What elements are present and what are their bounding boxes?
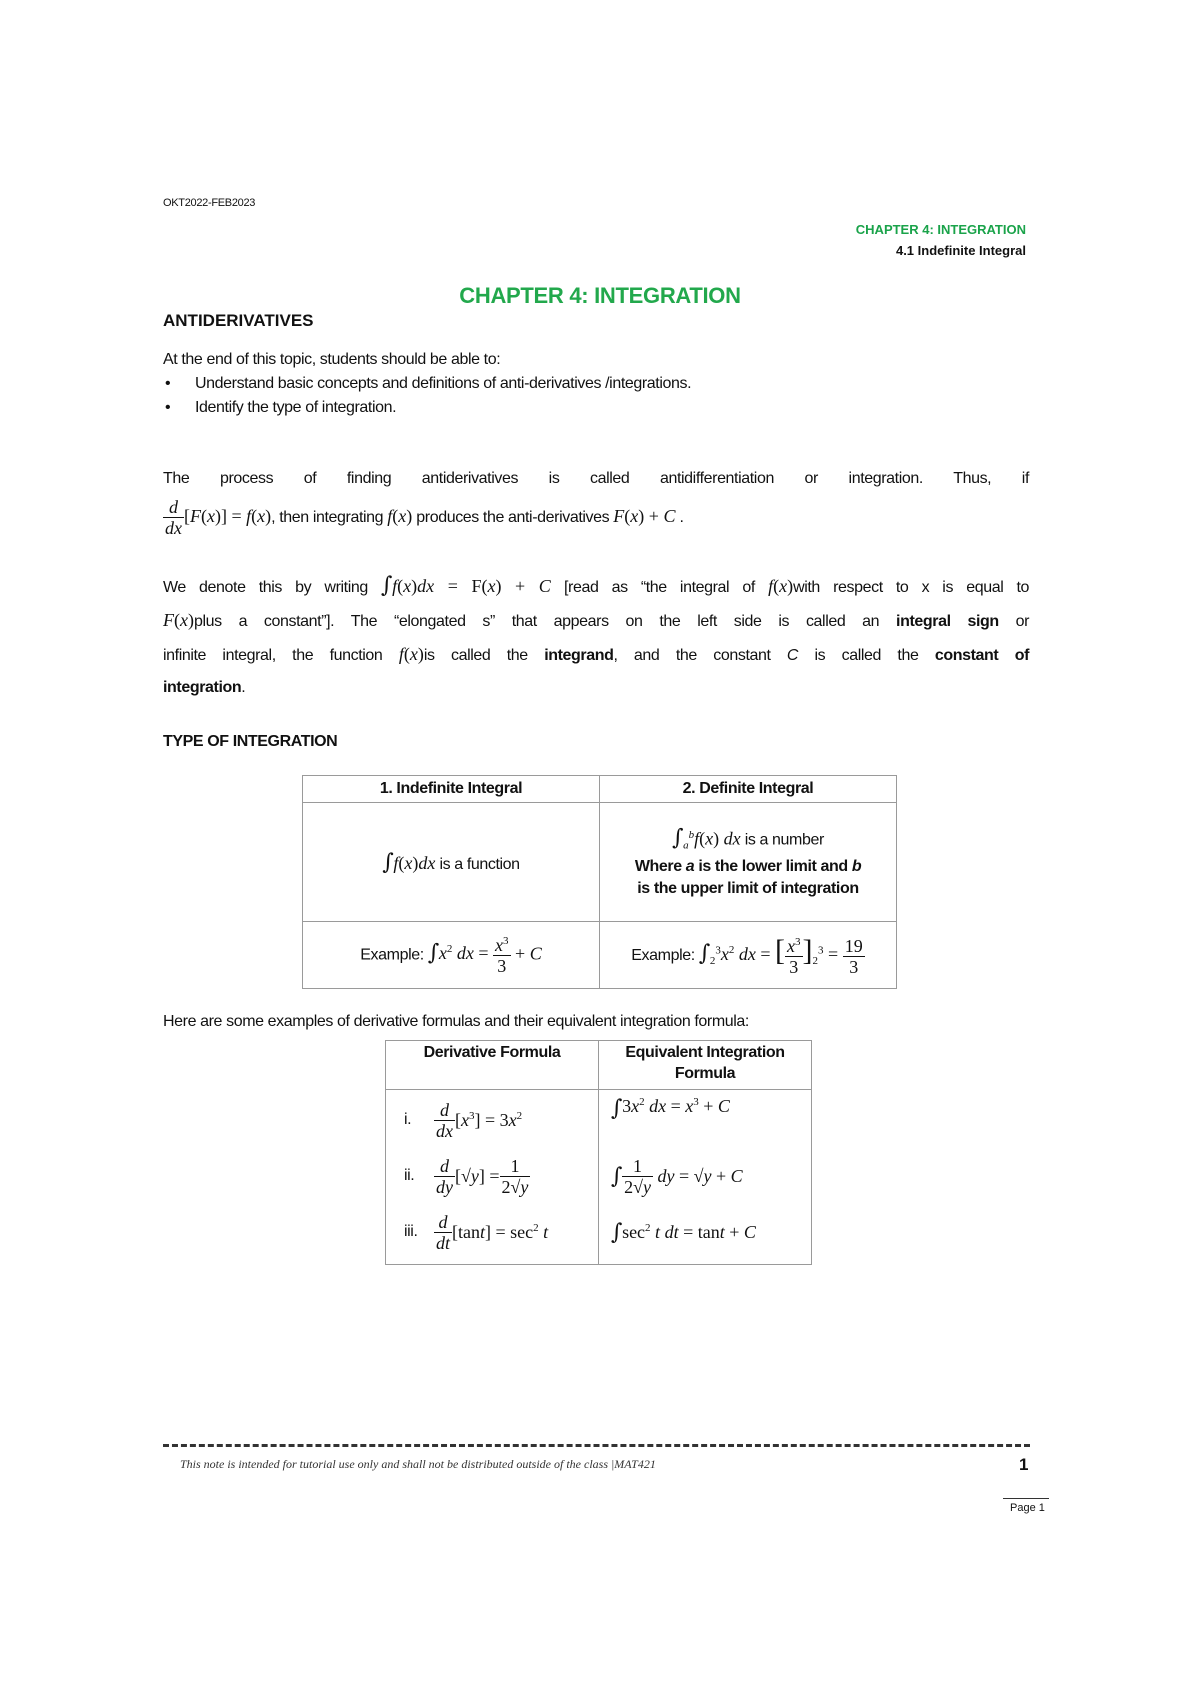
- examples-intro: Here are some examples of derivative formulas and their equivalent integration formula:: [163, 1013, 749, 1030]
- definite-example: Example: $\int_2^3x^2$ dx = [ $\frac{x^3}{3}$ ]$_2^3$ = $\frac{19}{3}$: [600, 922, 897, 989]
- derivative-formulas: [386, 1090, 599, 1265]
- header-section: 4.1 Indefinite Integral: [895, 243, 1026, 258]
- integration-formula-i: ∫ $3x^2$ dx = $x^3 + C$: [611, 1096, 730, 1121]
- paragraph-1-line-2: $\frac{d}{dx}$ [F(x)] = f(x), then integrating f(x) produces the anti-derivatives F(x) + C .: [165, 497, 684, 539]
- indefinite-header: 1. Indefinite Integral: [303, 776, 600, 803]
- derivative-formula-iii: iii. $\frac{d}{dt}$ $[\tan t] = \sec^2 t$: [404, 1211, 549, 1253]
- paragraph-2: We denote this by writing ∫f(x)dx = F(x) + C [read as “the integral of f(x)with respect to x is equal to F(x)plus a constant”]. The “elongated s” that appears on the left side is called an integral sign or infinite integral, the function f(x)is called the integrand, and the constant C is called the constant of integration.: [163, 573, 1030, 696]
- integration-formula-iii: ∫ $\sec^2 t$ dt = tant + C: [611, 1219, 756, 1245]
- indefinite-description: ∫f(x)dx is a function: [303, 803, 600, 922]
- integration-type-table: [302, 775, 897, 989]
- derivative-operator: $\frac{d}{dx}$: [165, 497, 182, 539]
- objectives-intro: At the end of this topic, students should be able to:: [163, 351, 501, 368]
- type-heading: TYPE OF INTEGRATION: [163, 733, 338, 750]
- integral-sign: ∫: [381, 573, 393, 598]
- document-code: OKT2022-FEB2023: [163, 197, 256, 209]
- page-label: Page 1: [1010, 1502, 1045, 1514]
- antiderivatives-heading: ANTIDERIVATIVES: [163, 311, 314, 330]
- objective-item: • Identify the type of integration.: [163, 396, 691, 420]
- indefinite-example: Example: $\int x^2$ dx = $\frac{x^3}{3}$ + C: [303, 922, 600, 989]
- objective-item: • Understand basic concepts and definitions of anti-derivatives /integrations.: [163, 372, 691, 396]
- integration-formulas: [599, 1090, 812, 1265]
- page-label-divider: [1003, 1498, 1049, 1499]
- footer-note: This note is intended for tutorial use only and shall not be distributed outside of the class |MAT421: [180, 1457, 656, 1471]
- derivative-formula-header: Derivative Formula: [386, 1041, 599, 1090]
- formula-table: [385, 1040, 812, 1265]
- page-title: CHAPTER 4: INTEGRATION: [459, 283, 741, 308]
- definite-description: $\int_a^bf(x)$ dx is a number Where a is the lower limit and b is the upper limit of integration: [600, 803, 897, 922]
- paragraph-1-line-1: The process of finding antiderivatives is called antidifferentiation or integration. Thus, if: [163, 470, 1029, 487]
- footer-divider: [163, 1444, 1030, 1447]
- derivative-formula-ii: ii. $\frac{d}{dy}$ [√y] = $\frac{1}{2√y}$: [404, 1155, 529, 1197]
- page-number: 1: [1019, 1455, 1029, 1474]
- definite-header: 2. Definite Integral: [600, 776, 897, 803]
- derivative-formula-i: i. $\frac{d}{dx}$ $[x^3] = 3x^2$: [404, 1099, 523, 1141]
- objectives-list: [163, 372, 691, 420]
- header-chapter: CHAPTER 4: INTEGRATION: [855, 222, 1026, 237]
- integration-formula-ii: ∫ $\frac{1}{2√y}$ dy = √y + C: [611, 1155, 743, 1197]
- integration-formula-header: Equivalent Integration Formula: [599, 1041, 812, 1090]
